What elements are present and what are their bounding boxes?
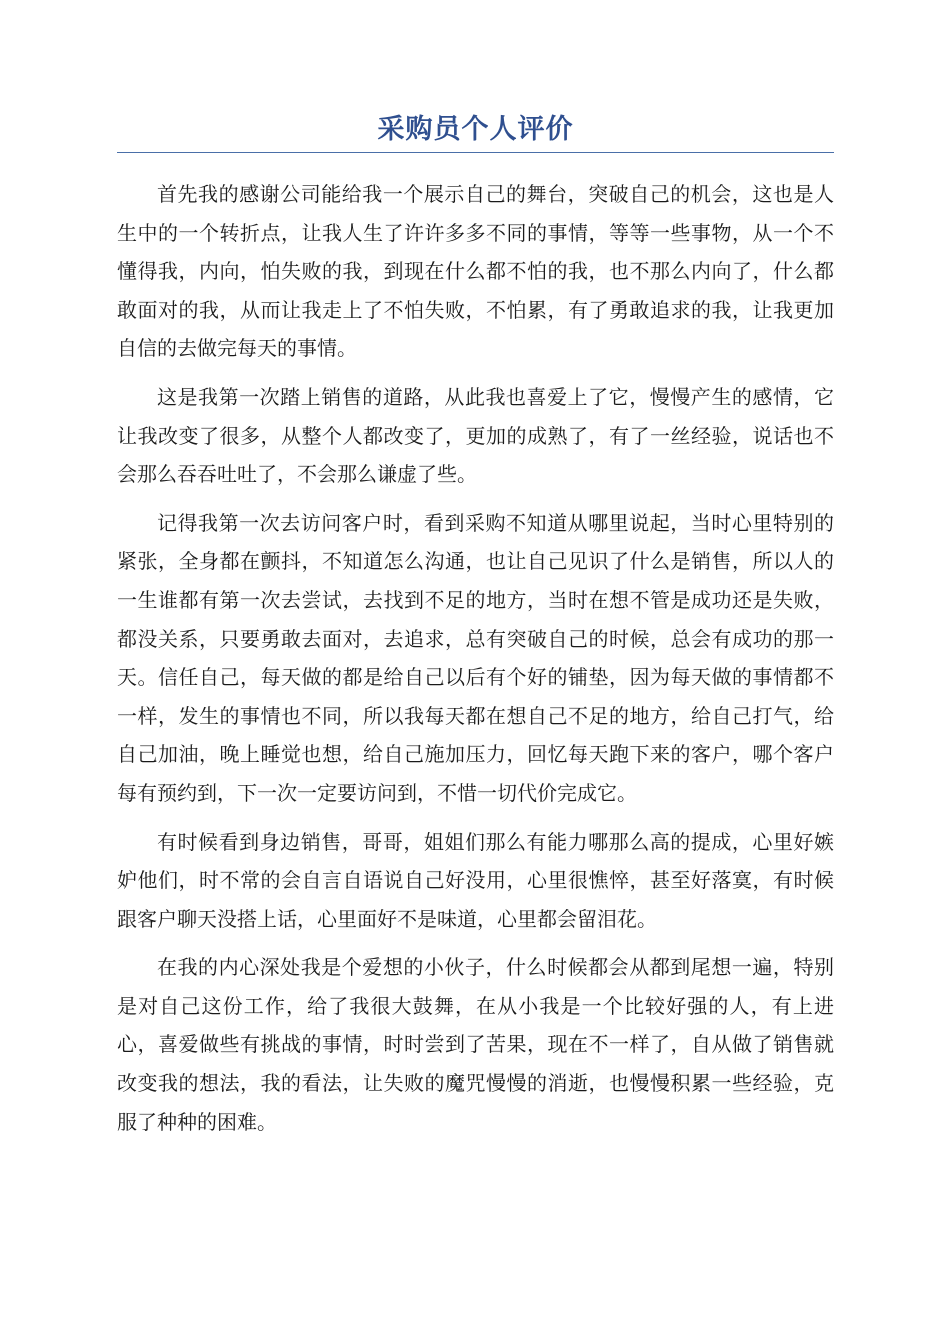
document-title: 采购员个人评价 (117, 110, 834, 153)
paragraph-2: 这是我第一次踏上销售的道路，从此我也喜爱上了它，慢慢产生的感情，它让我改变了很多，从整个人都改变了，更加的成熟了，有了一丝经验，说话也不会那么吞吞吐吐了，不会那么谦虚了些。 (117, 384, 834, 487)
paragraph-3: 记得我第一次去访问客户时，看到采购不知道从哪里说起，当时心里特别的紧张，全身都在颤抖，不知道怎么沟通，也让自己见识了什么是销售，所以人的一生谁都有第一次去尝试，去找到不足的地方，当时在想不管是成功还是失败，都没关系，只要勇敢去面对，去追求，总有突破自己的时候，总会有成功的那一天。信任自己，每天做的都是给自己以后有个好的铺垫，因为每天做的事情都不一样，发生的事情也不同，所以我每天都在想自己不足的地方，给自己打气，给自己加油，晚上睡觉也想，给自己施加压力，回忆每天跑下来的客户，哪个客户每有预约到，下一次一定要访问到，不惜一切代价完成它。 (117, 510, 834, 805)
paragraph-1: 首先我的感谢公司能给我一个展示自己的舞台，突破自己的机会，这也是人生中的一个转折点，让我人生了许许多多不同的事情，等等一些事物，从一个不懂得我，内向，怕失败的我，到现在什么都不怕的我，也不那么内向了，什么都敢面对的我，从而让我走上了不怕失败，不怕累，有了勇敢追求的我，让我更加自信的去做完每天的事情。 (117, 182, 834, 361)
paragraph-5: 在我的内心深处我是个爱想的小伙子，什么时候都会从都到尾想一遍，特别是对自己这份工作，给了我很大鼓舞，在从小我是一个比较好强的人，有上进心，喜爱做些有挑战的事情，时时尝到了苦果，现在不一样了，自从做了销售就改变我的想法，我的看法，让失败的魔咒慢慢的消逝，也慢慢积累一些经验，克服了种种的困难。 (117, 955, 834, 1134)
document-page (117, 110, 834, 1151)
document-body (117, 175, 834, 1141)
paragraph-4: 有时候看到身边销售，哥哥，姐姐们那么有能力哪那么高的提成，心里好嫉妒他们，时不常的会自言自语说自己好没用，心里很憔悴，甚至好落寞，有时候跟客户聊天没搭上话，心里面好不是味道，心里都会留泪花。 (117, 829, 834, 931)
